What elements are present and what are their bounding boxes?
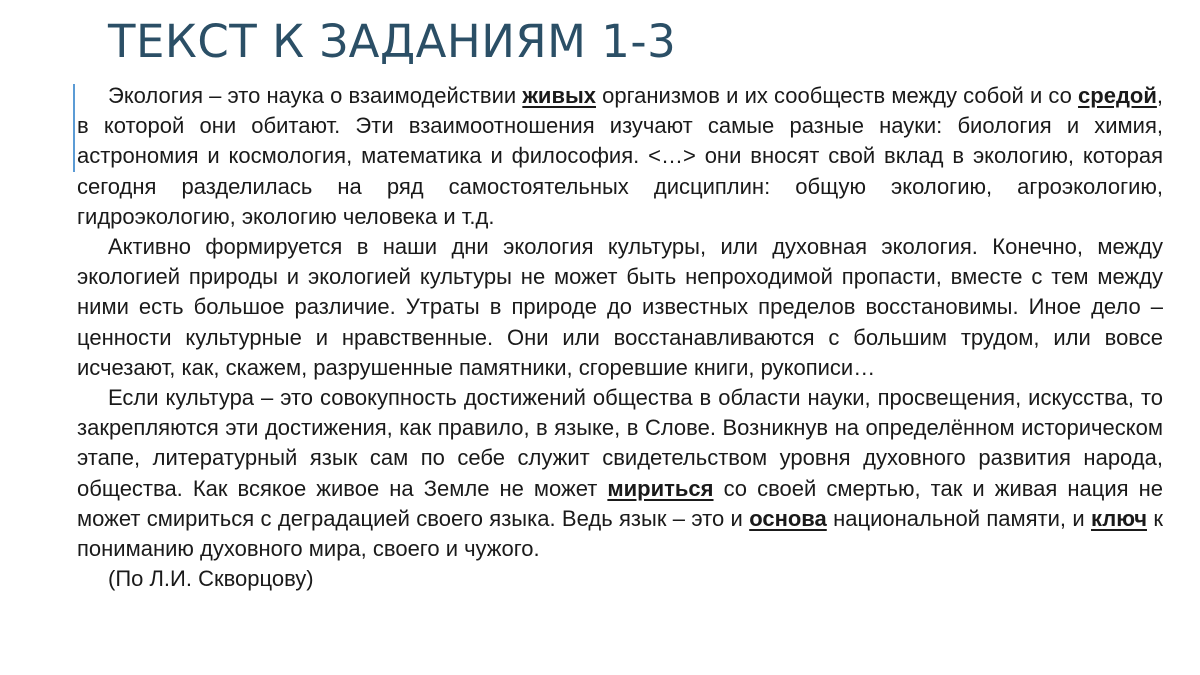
paragraph-3-text-1: Если культура – это совокупность достижений общества в области науки, просвещения, искусства, то закрепляются эти достижения, как правило, в языке, в Слове. Возникнув на определённом историческом этапе, литературный язык сам по себе служит свидетельством уровня духовного развития народа, общества. Как всякое живое на Земле не может xyxy=(77,385,1163,501)
paragraph-1 xyxy=(77,81,1163,232)
keyword-klyuch: ключ xyxy=(1091,505,1147,531)
keyword-miritsya: мириться xyxy=(607,475,714,501)
paragraph-1-text-3: , в которой они обитают. Эти взаимоотношения изучают самые разные науки: биология и химия, астрономия и космология, математика и философия. <…> они вносят свой вклад в экологию, которая сегодня разделилась на ряд самостоятельных дисциплин: общую экологию, агроэкологию, гидроэкологию, экологию человека и т.д. xyxy=(77,83,1163,229)
attribution: (По Л.И. Скворцову) xyxy=(108,566,314,592)
paragraph-1-text-2: организмов и их сообществ между собой и со xyxy=(596,83,1079,108)
paragraph-3-text-2: со своей смертью, так и живая нация не может смириться с деградацией своего языка. Ведь язык – это и xyxy=(77,475,1163,531)
paragraph-3-text-4: к пониманию духовного мира, своего и чужого. xyxy=(77,505,1163,562)
paragraph-2: Активно формируется в наши дни экология культуры, или духовная экология. Конечно, между экологией природы и экологией культуры не может быть непроходимой пропасти, вместе с тем между ними есть большое различие. Утраты в природе до известных пределов восстановимы. Иное дело – ценности культурные и нравственные. Они или восстанавливаются с большим трудом, или вовсе исчезают, как, скажем, разрушенные памятники, сгоревшие книги, рукописи… xyxy=(77,234,1163,380)
paragraph-3 xyxy=(77,383,1163,564)
text-body[interactable] xyxy=(77,81,1163,594)
keyword-sredoy: средой xyxy=(1078,83,1157,108)
keyword-zhivyh: живых xyxy=(522,83,596,108)
keyword-osnova: основа xyxy=(749,505,827,531)
paragraph-1-text-1: Экология – это наука о взаимодействии xyxy=(108,83,523,108)
text-cursor-marker xyxy=(73,84,75,172)
slide-title: ТЕКСТ К ЗАДАНИЯМ 1-3 xyxy=(108,15,677,68)
paragraph-3-text-3: национальной памяти, и xyxy=(826,505,1092,531)
